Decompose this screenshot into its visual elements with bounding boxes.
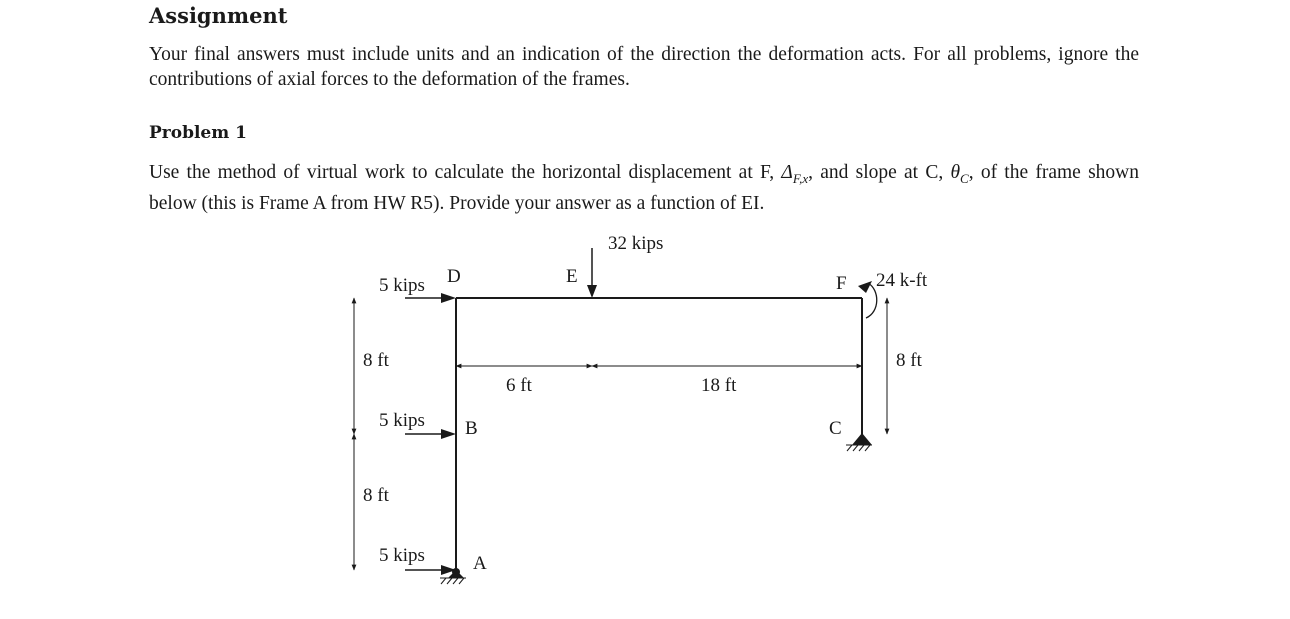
node-label-D: D (447, 266, 461, 287)
pin-support-C (846, 433, 872, 451)
delta-subscript: F,x (792, 170, 809, 186)
theta-subscript: C (960, 170, 969, 186)
node-label-B: B (465, 418, 478, 439)
problem-1-heading: Problem 1 (149, 123, 247, 143)
node-label-A: A (473, 553, 487, 574)
point-load-A (405, 565, 456, 575)
dim-label-left-lower: 8 ft (363, 485, 389, 506)
theta-symbol: θ (950, 162, 961, 183)
dim-label-right: 8 ft (896, 350, 922, 371)
load-label-A: 5 kips (379, 545, 425, 566)
point-load-E (587, 248, 597, 298)
load-label-D: 5 kips (379, 275, 425, 296)
load-label-B: 5 kips (379, 410, 425, 431)
delta-symbol: Δ (781, 162, 793, 183)
dim-label-left-upper: 8 ft (363, 350, 389, 371)
load-label-32-kips: 32 kips (608, 233, 664, 254)
statement-part-2: , and slope at C, (808, 162, 951, 183)
statement-part-1: Use the method of virtual work to calculate the horizontal displacement at F, (149, 162, 782, 183)
moment-label-F: 24 k-ft (876, 270, 928, 291)
dim-label-EF: 18 ft (701, 375, 737, 396)
assignment-heading: Assignment (149, 3, 288, 28)
assignment-intro: Your final answers must include units and an indication of the direction the deformation acts. For all problems, ignore the contributions of axial forces to the deformation of the frames. (149, 44, 1139, 90)
node-label-C: C (829, 418, 842, 439)
statement-part-3: , of the frame shown below (this is Frame A from HW R5). Provide your answer as a function of EI. (149, 162, 1139, 214)
node-label-F: F (836, 273, 847, 294)
dim-label-DE: 6 ft (506, 375, 532, 396)
node-label-E: E (566, 266, 578, 287)
moment-F (858, 281, 877, 318)
